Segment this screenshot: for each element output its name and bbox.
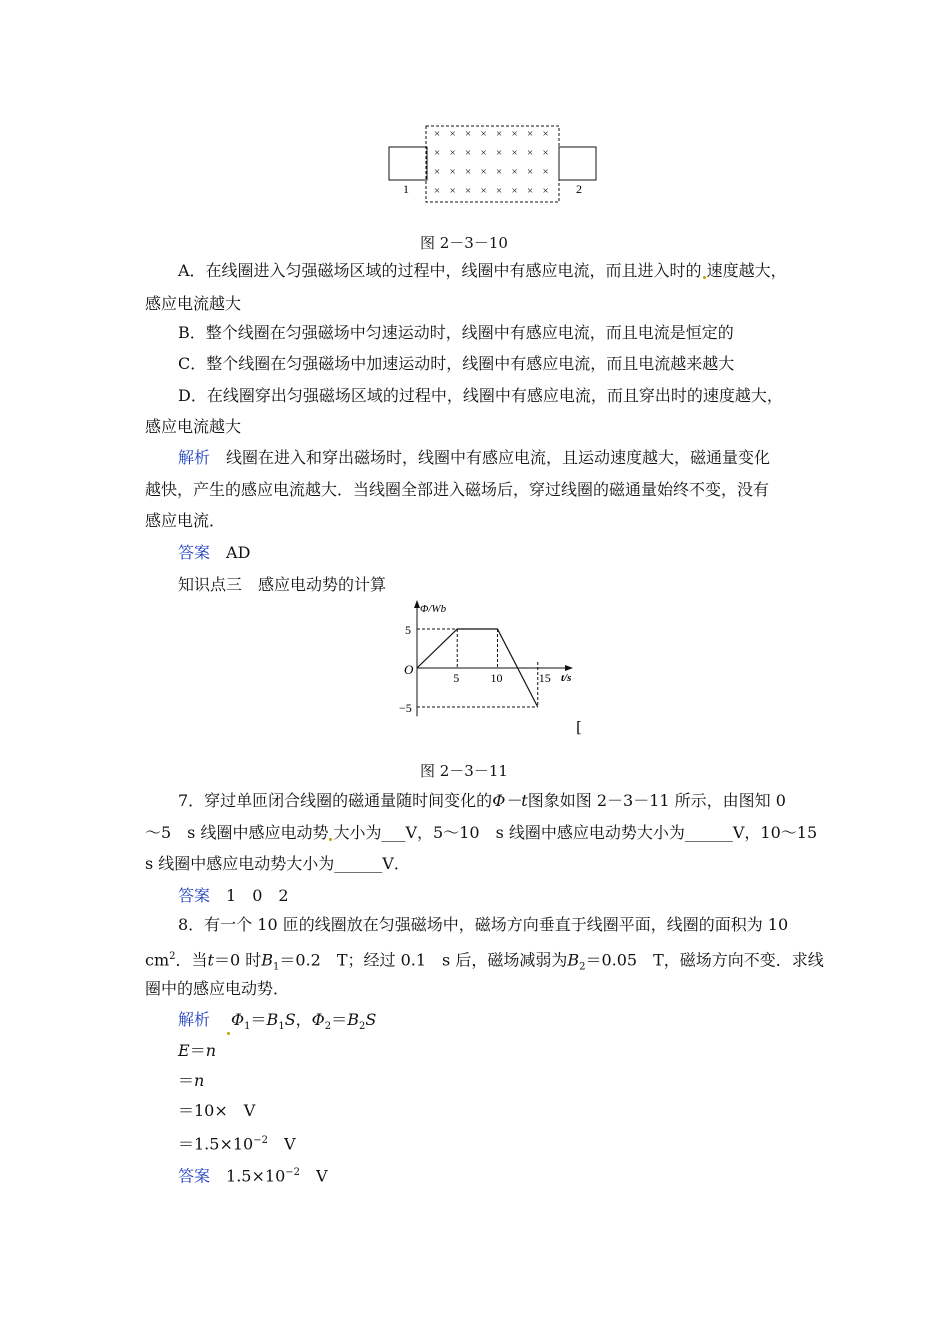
field-cross-mark: × bbox=[496, 128, 503, 140]
field-cross-mark: × bbox=[449, 185, 456, 197]
field-cross-mark: × bbox=[542, 185, 549, 197]
field-cross-mark: × bbox=[527, 166, 534, 178]
field-cross-mark: × bbox=[480, 166, 487, 178]
q6-answer: 答案 AD bbox=[178, 543, 251, 562]
field-cross-mark: × bbox=[434, 147, 441, 159]
field-cross-marks bbox=[434, 128, 549, 197]
field-cross-mark: × bbox=[511, 128, 518, 140]
coil-1-label: 1 bbox=[403, 182, 409, 196]
field-cross-mark: × bbox=[511, 147, 518, 159]
q8-eq-line3: ＝10× V bbox=[178, 1101, 256, 1120]
option-b: B．整个线圈在匀强磁场中匀速运动时，线圈中有感应电流，而且电流是恒定的 bbox=[178, 323, 734, 342]
q8-line3: 圈中的感应电动势． bbox=[145, 979, 290, 998]
option-a-line1: A．在线圈进入匀强磁场区域的过程中，线圈中有感应电流，而且进入时的 速度越大， bbox=[178, 261, 787, 280]
q7-line1: 7．穿过单匝闭合线圈的磁通量随时间变化的Φ－t图象如图 2－3－11 所示，由图知 0 bbox=[178, 791, 786, 810]
q8-eq-line4: $=1.5\times 10^{-2}$ V bbox=[178, 1134, 296, 1154]
field-cross-mark: × bbox=[542, 147, 549, 159]
field-cross-mark: × bbox=[527, 128, 534, 140]
field-cross-mark: × bbox=[496, 166, 503, 178]
q6-analysis-line2: 越快，产生的感应电流越大．当线圈全部进入磁场后，穿过线圈的磁通量始终不变，没有 bbox=[145, 480, 770, 499]
field-cross-mark: × bbox=[496, 147, 503, 159]
coil-2-label: 2 bbox=[576, 182, 582, 196]
figure-coil-magnetic-field bbox=[380, 118, 610, 206]
x-axis-label: t/s bbox=[561, 672, 572, 684]
q7-answer: 答案 1 0 2 bbox=[178, 886, 289, 905]
q6-analysis-line3: 感应电流． bbox=[145, 511, 226, 530]
coil-1-rect bbox=[389, 147, 427, 180]
field-cross-mark: × bbox=[511, 185, 518, 197]
option-a-line2: 感应电流越大 bbox=[145, 294, 242, 313]
field-cross-mark: × bbox=[480, 147, 487, 159]
x-tick-label: 10 bbox=[490, 671, 503, 685]
q8-eq-line2: ＝n bbox=[178, 1071, 205, 1090]
field-cross-mark: × bbox=[434, 128, 441, 140]
option-d-line2: 感应电流越大 bbox=[145, 417, 242, 436]
field-cross-mark: × bbox=[511, 166, 518, 178]
section-title: 知识点三 感应电动势的计算 bbox=[178, 575, 387, 594]
y-tick-label: 5 bbox=[405, 623, 411, 637]
q8-eq-line1: E＝n bbox=[178, 1041, 217, 1060]
option-c: C．整个线圈在匀强磁场中加速运动时，线圈中有感应电流，而且电流越来越大 bbox=[178, 354, 735, 373]
field-region-rect bbox=[426, 126, 559, 202]
origin-label: O bbox=[404, 662, 414, 677]
field-cross-mark: × bbox=[542, 166, 549, 178]
q6-analysis-line1: 解析 线圈在进入和穿出磁场时，线圈中有感应电流，且运动速度越大，磁通量变化 bbox=[178, 448, 771, 467]
q8-line2: $cm^2$．当t＝0 时$B_1=0.2$ T；经过 0.1 s 后，磁场减弱为$B_2=0.05$ T，磁场方向不变．求线 bbox=[145, 950, 824, 973]
x-tick-label: 15 bbox=[538, 671, 551, 685]
field-cross-mark: × bbox=[480, 185, 487, 197]
stray-bracket: [ bbox=[576, 718, 582, 736]
q8-answer: 答案 $1.5\times 10^{-2}$ V bbox=[178, 1166, 328, 1186]
field-cross-mark: × bbox=[496, 185, 503, 197]
field-cross-mark: × bbox=[434, 185, 441, 197]
q8-analysis-line1: 解析 $\Phi_1=B_1S$，$\Phi_2=B_2S$ bbox=[178, 1009, 376, 1038]
field-cross-mark: × bbox=[480, 128, 487, 140]
field-cross-mark: × bbox=[449, 147, 456, 159]
flux-time-chart bbox=[395, 598, 595, 738]
coil-2-rect bbox=[559, 147, 596, 180]
field-cross-mark: × bbox=[465, 128, 472, 140]
x-axis-arrow bbox=[565, 665, 573, 671]
field-cross-mark: × bbox=[527, 185, 534, 197]
field-cross-mark: × bbox=[465, 147, 472, 159]
field-cross-mark: × bbox=[449, 128, 456, 140]
y-axis-label: Φ/Wb bbox=[420, 603, 447, 615]
field-cross-mark: × bbox=[434, 166, 441, 178]
option-d-line1: D．在线圈穿出匀强磁场区域的过程中，线圈中有感应电流，而且穿出时的速度越大， bbox=[178, 386, 783, 405]
q8-line1: 8．有一个 10 匝的线圈放在匀强磁场中，磁场方向垂直于线圈平面，线圈的面积为 10 bbox=[178, 915, 789, 934]
figure-2-3-11-caption: 图 2－3－11 bbox=[420, 762, 508, 780]
field-cross-mark: × bbox=[465, 166, 472, 178]
field-cross-mark: × bbox=[527, 147, 534, 159]
q7-line3: s 线圈中感应电动势大小为______V． bbox=[145, 854, 410, 873]
y-tick-label: −5 bbox=[399, 701, 412, 715]
figure-2-3-10-caption: 图 2－3－10 bbox=[420, 234, 508, 252]
field-cross-mark: × bbox=[542, 128, 549, 140]
x-tick-label: 5 bbox=[453, 671, 460, 685]
field-cross-mark: × bbox=[449, 166, 456, 178]
field-cross-mark: × bbox=[465, 185, 472, 197]
q7-line2: ～5 s 线圈中感应电动势 大小为___V，5～10 s 线圈中感应电动势大小为______V，10～15 bbox=[145, 823, 818, 842]
